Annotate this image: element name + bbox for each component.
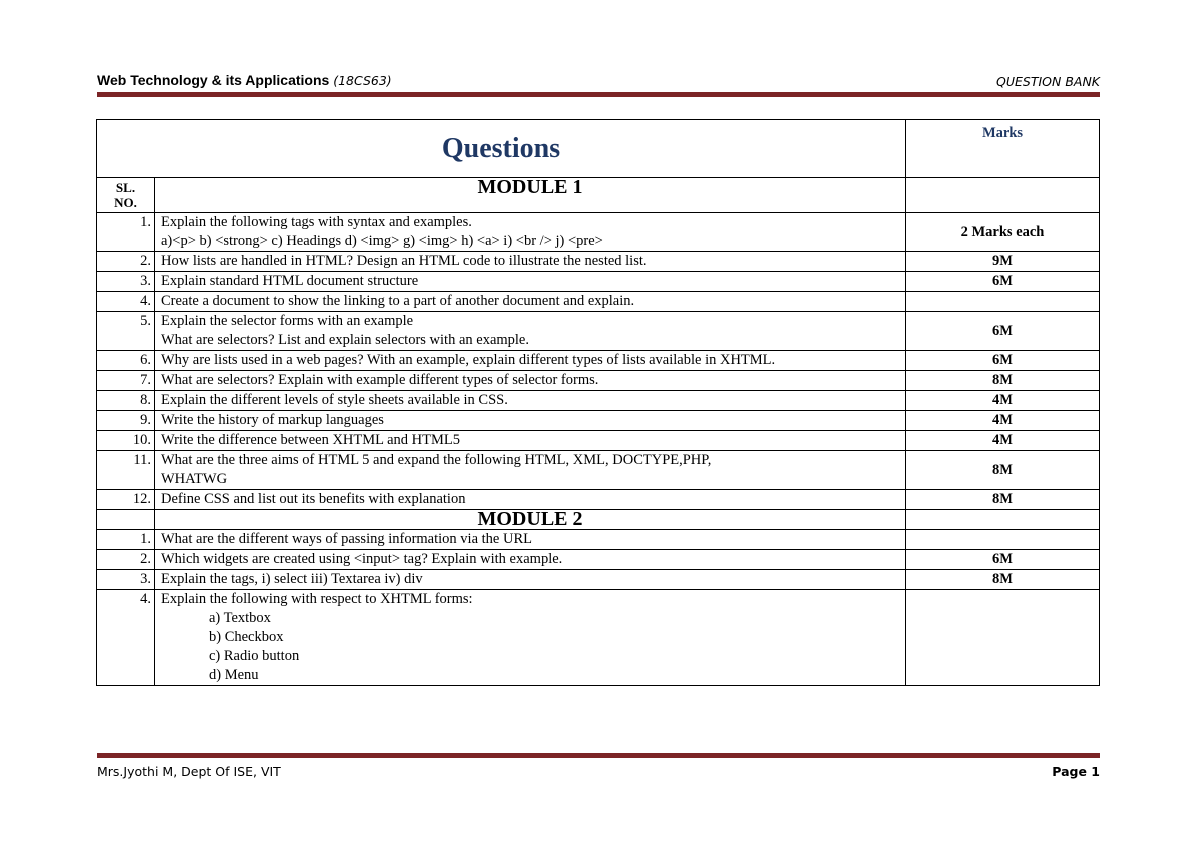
marks-value: 4M — [906, 431, 1100, 451]
question-text — [155, 391, 906, 411]
table-header-row — [97, 120, 1100, 178]
table-row — [97, 292, 1100, 312]
marks-value — [906, 292, 1100, 312]
question-text — [155, 213, 906, 252]
question-table — [96, 119, 1100, 686]
question-line: Write the history of markup languages — [161, 412, 384, 428]
question-text — [155, 590, 906, 686]
marks-value: 2 Marks each — [906, 213, 1100, 252]
question-subitem: a) Textbox — [209, 610, 271, 626]
serial-number: 10. — [97, 431, 155, 451]
question-line: What are selectors? List and explain selectors with an example. — [161, 332, 529, 348]
question-line: Which widgets are created using <input> tag? Explain with example. — [161, 551, 563, 567]
table-row — [97, 213, 1100, 252]
footer-author: Mrs.Jyothi M, Dept Of ISE, VIT — [97, 764, 281, 779]
question-line: WHATWG — [161, 471, 228, 487]
serial-number: 11. — [97, 451, 155, 490]
serial-number: 9. — [97, 411, 155, 431]
table-row — [97, 590, 1100, 686]
serial-number: 3. — [97, 570, 155, 590]
question-line: Explain standard HTML document structure — [161, 273, 419, 289]
serial-number: 2. — [97, 550, 155, 570]
serial-number: 1. — [97, 530, 155, 550]
question-line: Write the difference between XHTML and HTML5 — [161, 432, 460, 448]
table-row — [97, 312, 1100, 351]
marks-value: 6M — [906, 312, 1100, 351]
marks-value: 8M — [906, 451, 1100, 490]
table-row — [97, 550, 1100, 570]
marks-value: 8M — [906, 490, 1100, 510]
table-row — [97, 451, 1100, 490]
question-text — [155, 351, 906, 371]
serial-number: 3. — [97, 272, 155, 292]
question-line: What are the three aims of HTML 5 and expand the following HTML, XML, DOCTYPE,PHP, — [161, 452, 712, 468]
question-text — [155, 530, 906, 550]
question-line: Explain the following tags with syntax and examples. — [161, 214, 472, 230]
question-text — [155, 252, 906, 272]
serial-number: 4. — [97, 590, 155, 686]
table-row — [97, 570, 1100, 590]
table-row — [97, 431, 1100, 451]
question-text — [155, 431, 906, 451]
question-text — [155, 451, 906, 490]
sl-no-heading — [97, 178, 155, 213]
document-title — [97, 72, 392, 88]
question-line: Explain the selector forms with an example — [161, 313, 414, 329]
course-title: Web Technology & its Applications — [97, 72, 330, 88]
question-text — [155, 570, 906, 590]
question-text — [155, 411, 906, 431]
module-2-title: MODULE 2 — [155, 510, 906, 530]
marks-value: 6M — [906, 550, 1100, 570]
question-line: How lists are handled in HTML? Design an HTML code to illustrate the nested list. — [161, 253, 647, 269]
page-header — [97, 72, 1100, 92]
module-1-header-row — [97, 178, 1100, 213]
serial-number: 8. — [97, 391, 155, 411]
marks-value: 8M — [906, 371, 1100, 391]
question-bank-label: QUESTION BANK — [996, 74, 1100, 89]
table-row — [97, 391, 1100, 411]
question-subitem: b) Checkbox — [209, 629, 284, 645]
question-text — [155, 490, 906, 510]
serial-number: 4. — [97, 292, 155, 312]
marks-value: 6M — [906, 351, 1100, 371]
question-line: Why are lists used in a web pages? With an example, explain different types of lists available in XHTML. — [161, 352, 776, 368]
question-line: Define CSS and list out its benefits with explanation — [161, 491, 466, 507]
marks-value — [906, 530, 1100, 550]
module-2-header-row — [97, 510, 1100, 530]
table-row — [97, 490, 1100, 510]
question-text — [155, 550, 906, 570]
sl-heading-line-2: NO. — [114, 195, 137, 210]
marks-value: 4M — [906, 411, 1100, 431]
marks-heading: Marks — [906, 120, 1100, 178]
question-line: Explain the tags, i) select iii) Textarea iv) div — [161, 571, 423, 587]
marks-value: 4M — [906, 391, 1100, 411]
table-row — [97, 411, 1100, 431]
table-row — [97, 252, 1100, 272]
empty-sl-cell — [97, 510, 155, 530]
question-line: Explain the following with respect to XHTML forms: — [161, 591, 473, 607]
marks-value: 8M — [906, 570, 1100, 590]
question-subitem: c) Radio button — [209, 648, 300, 664]
table-row — [97, 530, 1100, 550]
empty-marks-cell — [906, 510, 1100, 530]
question-text — [155, 312, 906, 351]
serial-number: 2. — [97, 252, 155, 272]
marks-value — [906, 590, 1100, 686]
serial-number: 1. — [97, 213, 155, 252]
serial-number: 7. — [97, 371, 155, 391]
question-text — [155, 292, 906, 312]
question-line: Explain the different levels of style sheets available in CSS. — [161, 392, 508, 408]
module-1-title: MODULE 1 — [155, 178, 906, 213]
table-row — [97, 351, 1100, 371]
footer-rule — [97, 753, 1100, 758]
question-line: Create a document to show the linking to a part of another document and explain. — [161, 293, 635, 309]
question-subitem: d) Menu — [209, 667, 259, 683]
page-number: Page 1 — [1052, 764, 1100, 779]
course-code: (18CS63) — [333, 73, 392, 88]
serial-number: 5. — [97, 312, 155, 351]
sl-heading-line-1: SL. — [115, 180, 136, 195]
questions-heading: Questions — [97, 120, 906, 178]
question-line: What are selectors? Explain with example different types of selector forms. — [161, 372, 599, 388]
empty-marks-cell — [906, 178, 1100, 213]
question-text — [155, 371, 906, 391]
serial-number: 6. — [97, 351, 155, 371]
header-rule — [97, 92, 1100, 97]
question-line: a)<p> b) <strong> c) Headings d) <img> g) <img> h) <a> i) <br /> j) <pre> — [161, 233, 603, 249]
question-line: What are the different ways of passing information via the URL — [161, 531, 532, 547]
table-row — [97, 272, 1100, 292]
marks-value: 9M — [906, 252, 1100, 272]
question-text — [155, 272, 906, 292]
table-row — [97, 371, 1100, 391]
marks-value: 6M — [906, 272, 1100, 292]
serial-number: 12. — [97, 490, 155, 510]
